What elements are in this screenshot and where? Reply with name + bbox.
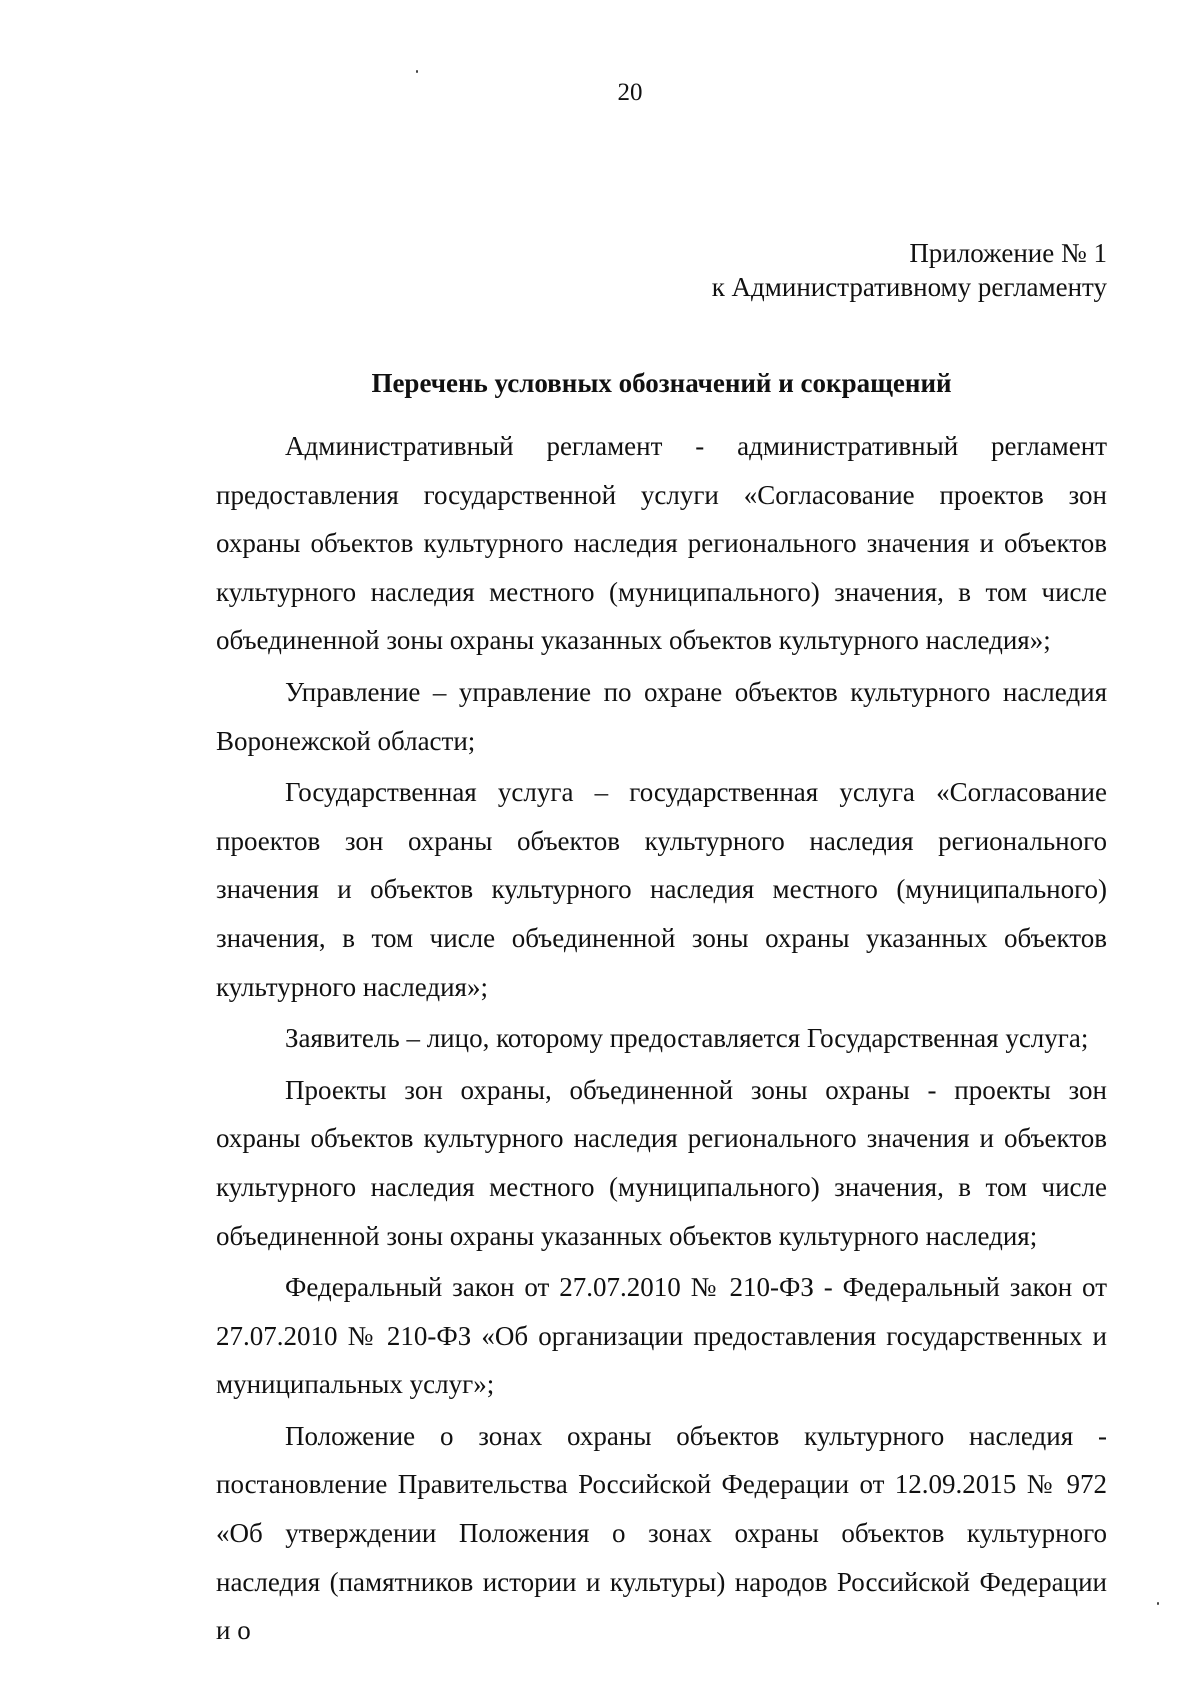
appendix-target: к Административному регламенту — [711, 272, 1107, 302]
definition-paragraph: Проекты зон охраны, объединенной зоны охраны - проекты зон охраны объектов культурного наследия регионального значения и объектов культурного наследия местного (муниципального) значения, в том числе объединенной зоны охраны указанных объектов культурного наследия; — [216, 1074, 1107, 1251]
definition-paragraph: Заявитель – лицо, которому предоставляется Государственная услуга; — [285, 1023, 1089, 1054]
appendix-reference — [712, 236, 1107, 304]
definition-paragraph: Административный регламент - административный регламент предоставления государственной услуги «Согласование проектов зон охраны объектов культурного наследия регионального значения и объектов культурного наследия местного (муниципального) значения, в том числе объединенной зоны охраны указанных объектов культурного наследия»; — [216, 431, 1107, 656]
definition-paragraph: Государственная услуга – государственная услуга «Согласование проектов зон охраны объектов культурного наследия регионального значения и объектов культурного наследия местного (муниципального) значения, в том числе объединенной зоны охраны указанных объектов культурного наследия»; — [216, 777, 1107, 1002]
definition-paragraph: Положение о зонах охраны объектов культурного наследия - постановление Правительства Российской Федерации от 12.09.2015 № 972 «Об утверждении Положения о зонах охраны объектов культурного наследия (памятников истории и культуры) народов Российской Федерации и о — [216, 1420, 1107, 1646]
scan-speck — [1157, 1602, 1159, 1605]
definition-paragraph: Федеральный закон от 27.07.2010 № 210-ФЗ - Федеральный закон от 27.07.2010 № 210-ФЗ «Об организации предоставления государственных и муниципальных услуг»; — [216, 1272, 1107, 1400]
document-title: Перечень условных обозначений и сокращений — [371, 368, 952, 398]
scan-speck — [416, 70, 418, 73]
definition-paragraph: Управление – управление по охране объектов культурного наследия Воронежской области; — [216, 676, 1107, 756]
appendix-number: Приложение № 1 — [909, 238, 1107, 268]
page-number: 20 — [617, 79, 643, 106]
definitions-list — [216, 422, 1107, 1655]
